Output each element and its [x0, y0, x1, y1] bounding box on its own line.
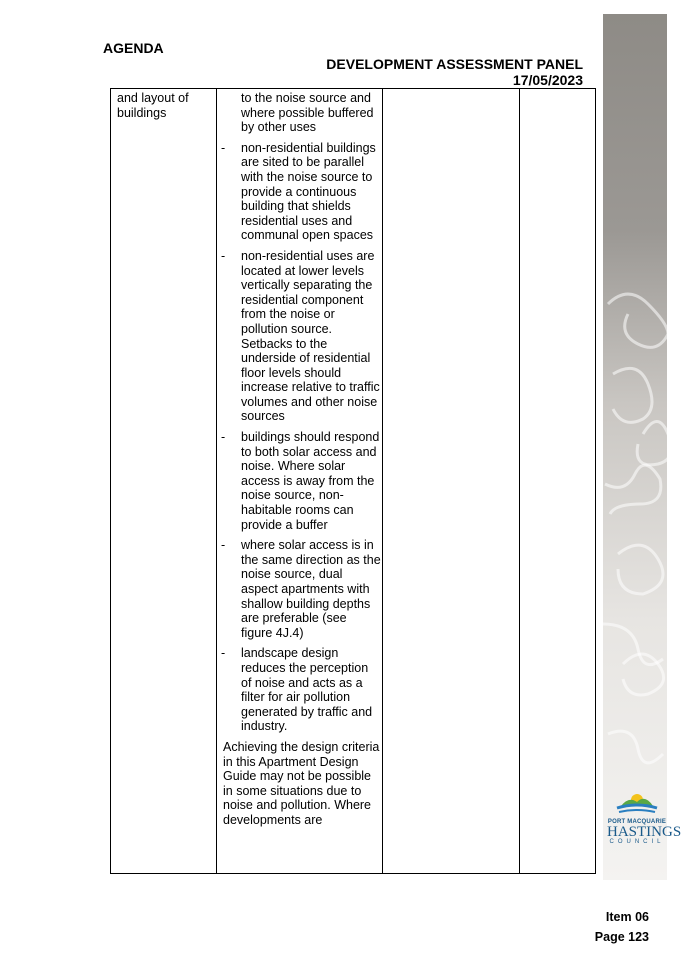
list-item-text: landscape design reduces the perception of noise and acts as a filter for air pollution generated by traffic and industry. [241, 646, 373, 734]
logo-line-3: COUNCIL [609, 839, 665, 845]
list-item-text: where solar access is in the same direction as the noise source, dual aspect apartments with shallow building depths are preferable (see figure 4J.4) [241, 538, 381, 640]
meeting-date: 17/05/2023 [512, 72, 583, 88]
panel-heading: DEVELOPMENT ASSESSMENT PANEL [326, 56, 583, 72]
decorative-sidebar [603, 14, 682, 880]
footer-item-number: Item 06 [605, 910, 649, 924]
swirl-pattern-icon [603, 14, 682, 880]
column-divider [382, 89, 383, 873]
continuation-text: to the noise source and where possible buffered by other uses [241, 91, 374, 135]
bullet-dash: - [221, 140, 226, 155]
list-item [219, 646, 381, 734]
list-item-text: non-residential uses are located at lower levels vertically separating the residential component from the noise or pollution source. Setbacks to the underside of residential floor levels should increase relative to traffic volumes and other noise sources [241, 248, 380, 424]
council-logo-icon [607, 786, 667, 814]
table-cell-content [219, 91, 381, 828]
column-divider [216, 89, 217, 873]
list-item-text: non-residential buildings are sited to be parallel with the noise source to provide a continuous building that shields residential uses and communal open spaces [241, 140, 376, 243]
closing-paragraph: Achieving the design criteria in this Apartment Design Guide may not be possible in some situations due to noise and pollution. Where developments are [223, 739, 380, 827]
logo-line-2: HASTINGS [607, 824, 682, 840]
bullet-dash: - [221, 430, 226, 445]
list-item [219, 141, 381, 243]
content-table [110, 88, 596, 874]
agenda-heading: AGENDA [103, 40, 164, 56]
list-item-text: buildings should respond to both solar access and noise. Where solar access is away from the noise source, non-habitable rooms can provide a buffer [241, 430, 380, 532]
bullet-dash: - [221, 538, 226, 553]
council-logo [607, 786, 682, 845]
list-item [219, 249, 381, 424]
logo-line-1: PORT MACQUARIE [607, 819, 667, 825]
table-cell-heading: and layout of buildings [117, 91, 189, 120]
list-item [219, 430, 381, 532]
footer-page-number: Page 123 [594, 930, 649, 944]
list-item [219, 538, 381, 640]
bullet-dash: - [221, 646, 226, 661]
column-divider [519, 89, 520, 873]
bullet-dash: - [221, 248, 226, 263]
